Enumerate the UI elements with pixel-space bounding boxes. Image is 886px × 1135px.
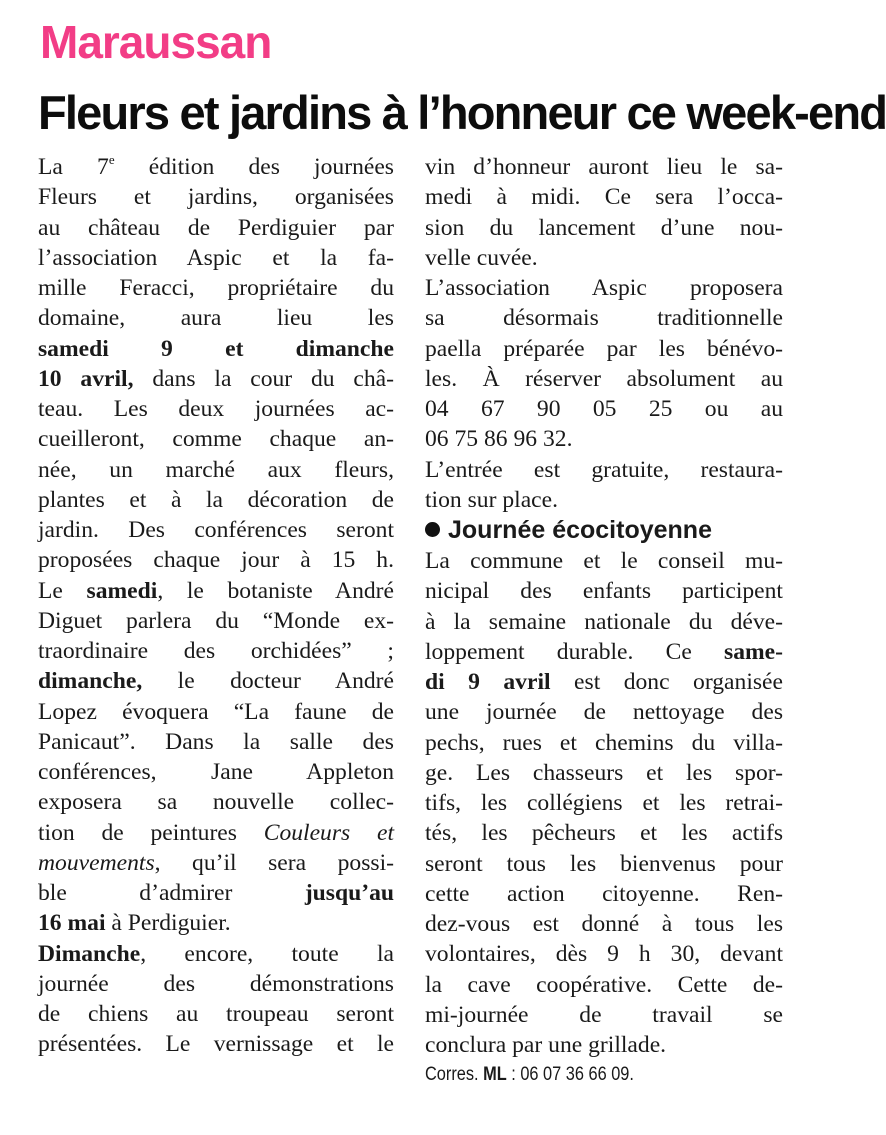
bold-text: samedi <box>86 577 158 604</box>
text-line <box>425 667 783 697</box>
text-segment: teau. Les deux journées ac- <box>38 396 394 422</box>
text-segment: conférences, Jane Appleton <box>38 759 394 785</box>
text-line <box>425 788 783 818</box>
text-segment: Lopez évoquera “La faune de <box>38 698 394 725</box>
text-segment: tifs, les collégiens et les retrai- <box>425 790 783 816</box>
article-headline: Fleurs et jardins à l’honneur ce week-end <box>38 86 886 139</box>
text-line <box>425 939 783 969</box>
text-line <box>38 606 394 636</box>
text-line <box>425 273 783 303</box>
text-line <box>38 787 394 817</box>
text-segment: 04 67 90 05 25 ou au <box>425 396 783 422</box>
text-segment: traordinaire des orchidées” ; <box>38 638 394 664</box>
text-segment: pechs, rues et chemins du villa- <box>425 729 783 756</box>
bold-text: dimanche, <box>38 668 143 695</box>
text-line <box>38 697 394 727</box>
correspondent-credit <box>425 1060 733 1090</box>
text-line <box>425 303 783 333</box>
text-line <box>38 1029 394 1059</box>
text-line <box>425 818 783 848</box>
text-segment: ge. Les chasseurs et les spor- <box>425 759 783 786</box>
bold-text: same- <box>724 638 783 665</box>
text-line <box>38 969 394 999</box>
bold-text: Dimanche <box>38 940 141 967</box>
text-line <box>38 636 394 666</box>
text-segment: mi-journée de travail se <box>425 1001 783 1028</box>
text-segment: au château de Perdiguier par <box>38 214 394 241</box>
text-segment: , le botaniste André <box>157 577 394 604</box>
text-line <box>425 182 783 212</box>
text-segment: cueilleront, comme chaque an- <box>38 426 394 453</box>
text-line <box>38 727 394 757</box>
text-segment: exposera sa nouvelle collec- <box>38 789 394 816</box>
text-line <box>425 879 783 909</box>
section-subheading <box>425 515 783 546</box>
text-line <box>38 848 394 878</box>
text-line <box>425 758 783 788</box>
text-line <box>38 152 394 182</box>
text-segment: dans la cour du châ- <box>133 365 394 392</box>
text-segment: nicipal des enfants participent <box>425 578 783 605</box>
text-segment: les. À réserver absolument au <box>425 365 783 392</box>
text-line <box>38 303 394 333</box>
bold-text: 10 avril, <box>38 365 134 392</box>
bullet-dot-icon <box>425 522 440 537</box>
text-line <box>38 545 394 575</box>
text-segment: l’association Aspic et la fa- <box>38 244 394 271</box>
text-line <box>38 939 394 969</box>
text-segment: mille Feracci, propriétaire du <box>38 275 394 301</box>
text-segment: conclura par une grillade. <box>425 1032 667 1058</box>
text-segment: tés, les pêcheurs et les actifs <box>425 820 783 847</box>
text-segment: est donc organisée <box>550 669 783 695</box>
text-segment: L’association Aspic proposera <box>425 275 783 301</box>
bold-text: jusqu’au <box>304 880 394 906</box>
text-line <box>425 607 783 637</box>
text-segment: sa désormais traditionnelle <box>425 305 783 332</box>
text-segment: volontaires, dès 9 h 30, devant <box>425 941 783 968</box>
bold-text: 16 mai <box>38 910 106 937</box>
text-segment: dez-vous est donné à tous les <box>425 911 783 937</box>
text-line <box>38 576 394 606</box>
text-segment: jardin. Des conférences seront <box>38 517 394 543</box>
text-line <box>425 424 783 454</box>
italic-text: mouvements <box>38 849 155 876</box>
text-line <box>425 152 783 182</box>
text-segment: Panicaut”. Dans la salle des <box>38 728 394 755</box>
text-segment: velle cuvée. <box>425 244 538 271</box>
text-line <box>425 697 783 727</box>
text-line <box>425 243 783 273</box>
text-line <box>38 394 394 424</box>
credit-initials: ML <box>483 1064 507 1086</box>
text-segment: cette action citoyenne. Ren- <box>425 880 783 907</box>
subheading-text: Journée écocitoyenne <box>448 516 712 544</box>
text-line <box>425 1000 783 1030</box>
text-line <box>425 334 783 364</box>
text-line <box>38 334 394 364</box>
text-line <box>425 364 783 394</box>
text-line <box>38 908 394 938</box>
text-segment: L’entrée est gratuite, restaura- <box>425 456 783 483</box>
text-segment: loppement durable. Ce <box>425 638 725 665</box>
text-line <box>425 637 783 667</box>
text-segment: domaine, aura lieu les <box>38 305 394 332</box>
text-segment: à la semaine nationale du déve- <box>425 608 783 635</box>
text-segment: plantes et à la décoration de <box>38 486 394 513</box>
text-segment: édition des journées <box>114 154 394 180</box>
text-segment: journée des démonstrations <box>38 970 394 997</box>
text-segment: le docteur André <box>142 668 394 695</box>
text-line <box>425 909 783 939</box>
text-line <box>425 455 783 485</box>
superscript-text: e <box>108 152 115 167</box>
text-line <box>38 757 394 787</box>
text-segment: , encore, toute la <box>140 940 394 967</box>
text-segment: tion de peintures <box>38 819 264 846</box>
text-line <box>425 485 783 515</box>
text-line <box>38 666 394 696</box>
text-segment: une journée de nettoyage des <box>425 699 783 726</box>
text-line <box>425 1030 783 1060</box>
text-line <box>38 485 394 515</box>
text-line <box>38 878 394 908</box>
text-line <box>425 970 783 1000</box>
text-line <box>425 546 783 576</box>
text-line <box>425 849 783 879</box>
text-segment: vin d’honneur auront lieu le sa- <box>425 154 783 180</box>
text-line <box>38 455 394 485</box>
article-column-right <box>425 152 783 1090</box>
article-body-right-bottom <box>425 546 783 1060</box>
text-segment: la cave coopérative. Cette de- <box>425 971 783 998</box>
article-column-left <box>38 152 394 1060</box>
text-line <box>38 182 394 212</box>
text-line <box>38 273 394 303</box>
text-segment: Fleurs et jardins, organisées <box>38 184 394 211</box>
text-segment: La commune et le conseil mu- <box>425 548 783 574</box>
text-segment: Diguet parlera du “Monde ex- <box>38 607 394 634</box>
text-line <box>38 213 394 243</box>
text-line <box>38 424 394 454</box>
text-segment: ble d’admirer <box>38 880 305 906</box>
kicker-location: Maraussan <box>40 16 272 68</box>
bold-text: di 9 avril <box>425 669 551 695</box>
text-line <box>38 818 394 848</box>
text-line <box>38 243 394 273</box>
bold-text: samedi 9 et dimanche <box>38 335 394 362</box>
credit-phone: : 06 07 36 66 09. <box>506 1064 634 1086</box>
text-segment: seront tous les bienvenus pour <box>425 850 783 877</box>
text-segment: Le <box>38 577 87 604</box>
text-line <box>38 515 394 545</box>
text-segment: , qu’il sera possi- <box>154 849 394 876</box>
credit-prefix: Corres. <box>425 1064 484 1086</box>
text-segment: de chiens au troupeau seront <box>38 1001 394 1027</box>
text-segment: sion du lancement d’une nou- <box>425 214 783 241</box>
text-line <box>425 394 783 424</box>
text-line <box>425 576 783 606</box>
text-segment: tion sur place. <box>425 486 559 513</box>
text-segment: à Perdiguier. <box>105 910 231 937</box>
text-segment: née, un marché aux fleurs, <box>38 456 394 483</box>
article-body-right-top <box>425 152 783 515</box>
text-segment: 06 75 86 96 32. <box>425 426 573 453</box>
text-line <box>425 728 783 758</box>
text-line <box>425 213 783 243</box>
text-segment: medi à midi. Ce sera l’occa- <box>425 184 783 211</box>
text-segment: présentées. Le vernissage et le <box>38 1031 394 1058</box>
text-segment: paella préparée par les bénévo- <box>425 335 783 362</box>
italic-text: Couleurs et <box>263 819 394 846</box>
text-line <box>38 999 394 1029</box>
text-segment: La 7 <box>38 154 109 180</box>
text-segment: proposées chaque jour à 15 h. <box>38 547 394 574</box>
text-line <box>38 364 394 394</box>
